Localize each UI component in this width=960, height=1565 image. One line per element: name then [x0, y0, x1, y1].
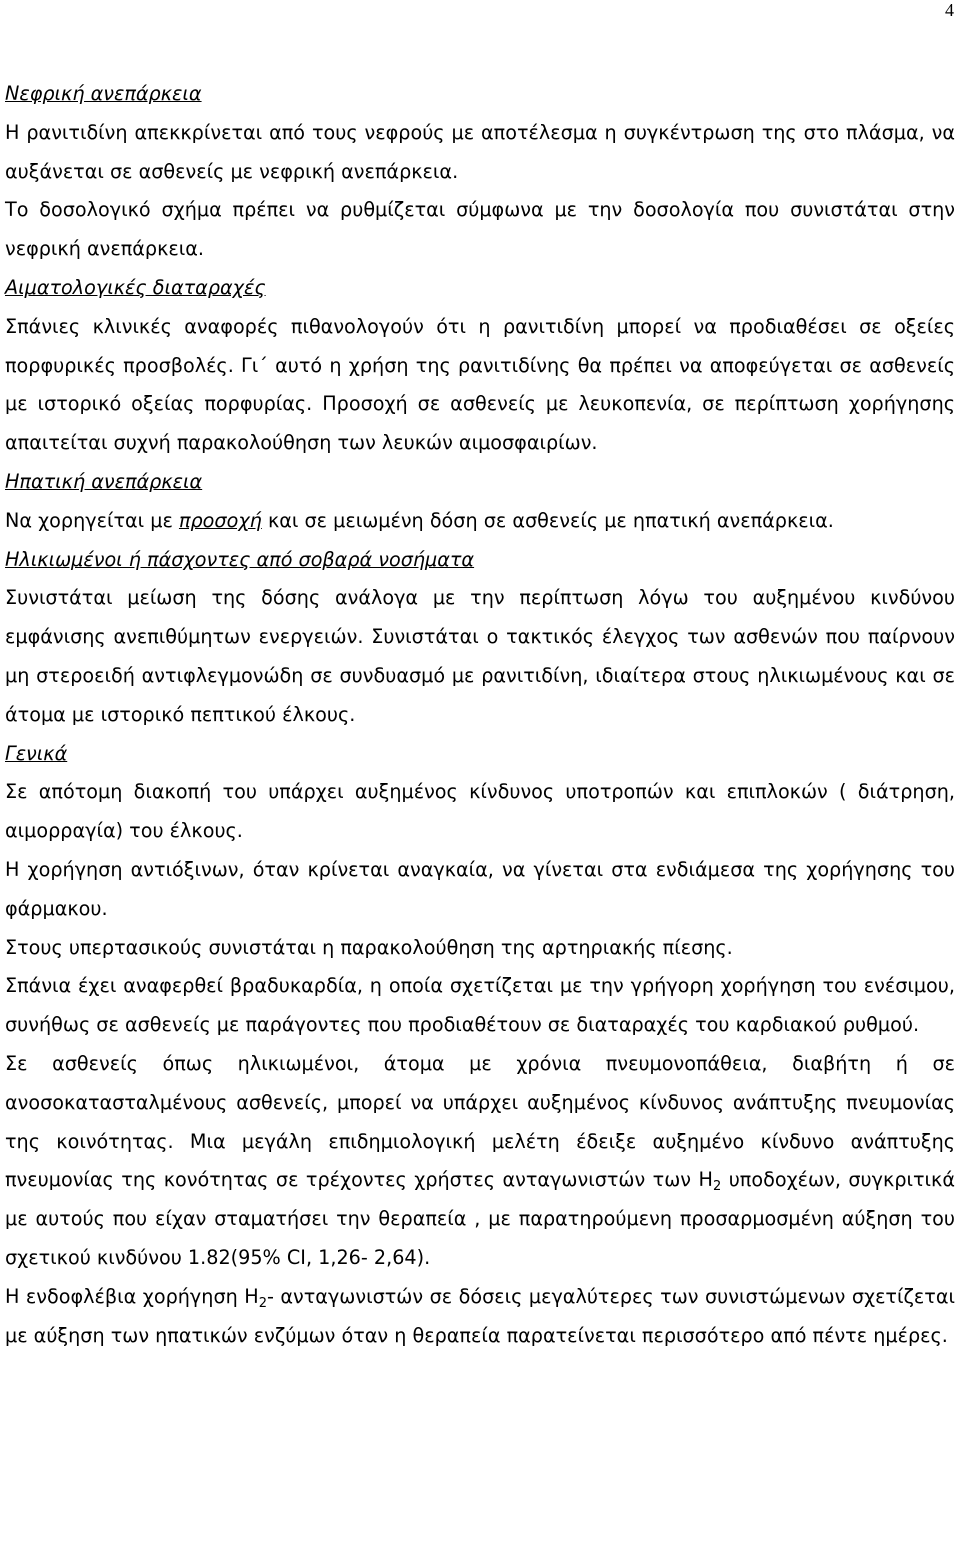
paragraph: Στους υπερτασικούς συνιστάται η παρακολούθηση της αρτηριακής πίεσης.	[5, 935, 733, 959]
text-span: υποδοχέων, συγκριτικά με αυτούς που είχαν σταματήσει την θεραπεία , με παρατηρούμενη προσαρμοσμένη αύξηση του σχετικού κινδύνου 1.82(95% CI, 1,26- 2,64).	[5, 1168, 955, 1269]
document-body	[5, 75, 955, 1355]
text-span: και σε μειωμένη δόση σε ασθενείς με ηπατική ανεπάρκεια.	[261, 508, 834, 532]
section-heading-general: Γενικά	[5, 741, 68, 765]
paragraph: Η χορήγηση αντιόξινων, όταν κρίνεται αναγκαία, να γίνεται στα ενδιάμεσα της χορήγησης του φάρμακου.	[5, 857, 955, 920]
subscript: 2	[712, 1179, 722, 1195]
section-heading-hematologic: Αιματολογικές διαταραχές	[5, 275, 266, 299]
page-number: 4	[945, 0, 954, 20]
paragraph-iv	[5, 1278, 955, 1356]
paragraph: Η ρανιτιδίνη απεκκρίνεται από τους νεφρούς με αποτέλεσμα η συγκέντρωση της στο πλάσμα, να αυξάνεται σε ασθενείς με νεφρική ανεπάρκεια.	[5, 120, 955, 183]
subscript: 2	[258, 1295, 267, 1311]
paragraph: Σπάνια έχει αναφερθεί βραδυκαρδία, η οποία σχετίζεται με την γρήγορη χορήγηση του ενέσιμου, συνήθως σε ασθενείς με παράγοντες που προδιαθέτουν σε διαταραχές του καρδιακού ρυθμού.	[5, 974, 955, 1037]
section-heading-hepatic: Ηπατική ανεπάρκεια	[5, 469, 203, 493]
paragraph: Το δοσολογικό σχήμα πρέπει να ρυθμίζεται σύμφωνα με την δοσολογία που συνιστάται στην νεφρική ανεπάρκεια.	[5, 198, 955, 261]
paragraph-pneumonia	[5, 1045, 955, 1278]
text-span: - ανταγωνιστών σε δόσεις μεγαλύτερες των συνιστώμενων σχετίζεται με αύξηση των ηπατικών ενζύμων όταν η θεραπεία παρατείνεται περισσότερο από πέντε ημέρες.	[5, 1284, 955, 1347]
section-heading-elderly: Ηλικιωμένοι ή πάσχοντες από σοβαρά νοσήματα	[5, 547, 475, 571]
emphasis-text: προσοχή	[178, 508, 262, 532]
text-span: Σε ασθενείς όπως ηλικιωμένοι, άτομα με χρόνια πνευμονοπάθεια, διαβήτη ή σε ανοσοκατασταλμένους ασθενείς, μπορεί να υπάρχει αυξημένος κίνδυνος ανάπτυξης πνευμονίας της κοινότητας. Μια μεγάλη επιδημιολογική μελέτη έδειξε αυξημένο κίνδυνο ανάπτυξης πνευμονίας της κονότητας σε τρέχοντες χρήστες ανταγωνιστών των Η	[5, 1051, 955, 1192]
paragraph: Σπάνιες κλινικές αναφορές πιθανολογούν ότι η ρανιτιδίνη μπορεί να προδιαθέσει σε οξείες πορφυρικές προσβολές. Γι΄ αυτό η χρήση της ρανιτιδίνης θα πρέπει να αποφεύγεται σε ασθενείς με ιστορικό οξείας πορφυρίας. Προσοχή σε ασθενείς με λευκοπενία, σε περίπτωση χορήγησης απαιτείται συχνή παρακολούθηση των λευκών αιμοσφαιρίων.	[5, 314, 955, 455]
paragraph: Συνιστάται μείωση της δόσης ανάλογα με την περίπτωση λόγω του αυξημένου κινδύνου εμφάνισης ανεπιθύμητων ενεργειών. Συνιστάται ο τακτικός έλεγχος των ασθενών που παίρνουν μη στεροειδή αντιφλεγμονώδη σε συνδυασμό με ρανιτιδίνη, ιδιαίτερα στους ηλικιωμένους και σε άτομα με ιστορικό πεπτικού έλκους.	[5, 586, 955, 726]
paragraph-hepatic	[5, 502, 955, 541]
paragraph: Σε απότομη διακοπή του υπάρχει αυξημένος κίνδυνος υποτροπών και επιπλοκών ( διάτρηση, αιμορραγία) του έλκους.	[5, 780, 955, 843]
section-heading-renal: Νεφρική ανεπάρκεια	[5, 82, 202, 105]
text-span: Η ενδοφλέβια χορήγηση Η	[5, 1284, 259, 1308]
text-span: Να χορηγείται με	[5, 508, 179, 532]
